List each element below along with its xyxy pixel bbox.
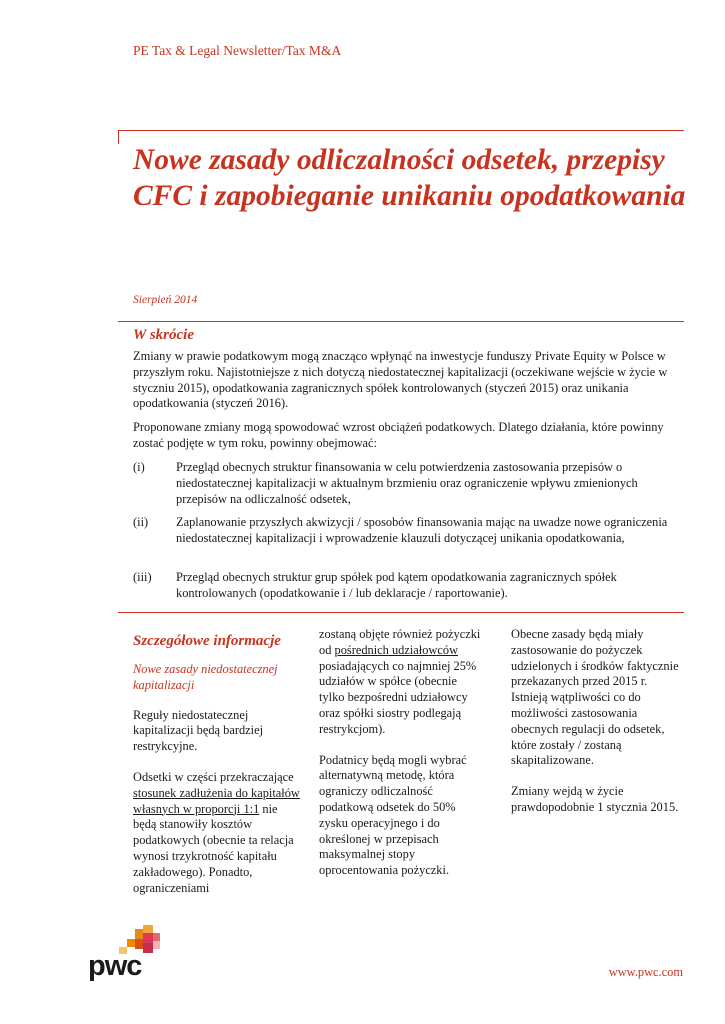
footer-url-link[interactable]: www.pwc.com [608, 965, 683, 979]
title-rule-vertical [118, 130, 119, 144]
publication-date: Sierpień 2014 [133, 294, 198, 306]
text-span: posiadających co najmniej 25% udziałów w spółce (obecnie tylko bezpośredni udziałowcy oraz spółki siostry podlegają restrykcjom). [319, 658, 477, 736]
summary-paragraph-2: Proponowane zmiany mogą spowodować wzrost obciążeń podatkowych. Dlatego działania, które powinny zostać podjęte w tym roku, powinny obejmować: [133, 420, 664, 450]
details-column-1 [133, 632, 303, 911]
title-rule-horizontal [118, 130, 684, 131]
summary-paragraph-1: Zmiany w prawie podatkowym mogą znacząco wpłynąć na inwestycje funduszy Private Equity w Polsce w przyszłym roku. Najistotniejsze z nich dotyczą niedostatecznej kapitalizacji (oczekiwane wejście w życie w styczniu 2015), opodatkowania zagranicznych spółek kontrolowanych (styczeń 2015) oraz unikania opodatkowania (styczeń 2016). [133, 349, 668, 411]
column-2-paragraph-2: Podatnicy będą mogli wybrać alternatywną metodę, która ograniczy odliczalność podatkową odsetek do 50% zysku operacyjnego i do określonej w przepisach maksymalnej stopy oprocentowania pożyczki. [319, 752, 467, 878]
details-column-3 [511, 627, 681, 831]
column-1-paragraph-2 [133, 770, 303, 896]
details-subheading: Nowe zasady niedostatecznej kapitalizacji [133, 662, 278, 692]
list-item-number: (i) [133, 460, 145, 474]
list-item-number: (ii) [133, 515, 149, 529]
pwc-logo-text: pwc [88, 950, 142, 982]
list-item-text: Przegląd obecnych struktur finansowania w celu potwierdzenia zastosowania przepisów o niedostatecznej kapitalizacji w aktualnym brzmieniu oraz ograniczenie wpływu zmienionych przepisów na odliczalność odsetek, [176, 460, 638, 506]
summary-heading: W skrócie [133, 327, 194, 343]
column-3-paragraph-2: Zmiany wejdą w życie prawdopodobnie 1 stycznia 2015. [511, 784, 679, 814]
column-1-paragraph-1: Reguły niedostatecznej kapitalizacji będą bardziej restrykcyjne. [133, 707, 264, 754]
column-2-paragraph-1 [319, 627, 484, 738]
details-column-2 [319, 627, 484, 894]
text-span: zostaną objęte również pożyczki od [319, 627, 481, 657]
list-item-number: (iii) [133, 570, 152, 584]
summary-top-rule [118, 321, 684, 322]
text-span: Odsetki w części przekraczające [133, 769, 294, 784]
column-3-paragraph-1: Obecne zasady będą miały zastosowanie do pożyczek udzielonych i środków faktycznie przekazanych przed 2015 r. Istnieją wątpliwości co do możliwości zastosowania obecnych regulacji do odsetek, które zostały / zostaną skapitalizowane. [511, 627, 679, 768]
summary-bottom-rule [118, 612, 684, 613]
underlined-text: pośrednich udziałowców [334, 642, 459, 657]
details-heading: Szczegółowe informacje [133, 633, 281, 649]
list-item-text: Zaplanowanie przyszłych akwizycji / sposobów finansowania mając na uwadze nowe ograniczenia niedostatecznej kapitalizacji i wprowadzenie klauzuli dotyczącej unikania opodatkowania, [176, 515, 668, 545]
underlined-text: stosunek zadłużenia do kapitałów własnych w proporcji 1:1 [133, 785, 300, 816]
list-item-text: Przegląd obecnych struktur grup spółek pod kątem opodatkowania zagranicznych spółek kontrolowanych (opodatkowanie i / lub deklaracje / raportowanie). [176, 570, 617, 600]
page-title: Nowe zasady odliczalności odsetek, przepisy CFC i zapobieganie unikaniu opodatkowania [133, 144, 686, 212]
text-span: nie będą stanowiły kosztów podatkowych (obecnie ta relacja wynosi trzykrotność kapitału zakładowego). Ponadto, ograniczeniami [133, 801, 294, 895]
newsletter-label: PE Tax & Legal Newsletter/Tax M&A [133, 43, 342, 58]
